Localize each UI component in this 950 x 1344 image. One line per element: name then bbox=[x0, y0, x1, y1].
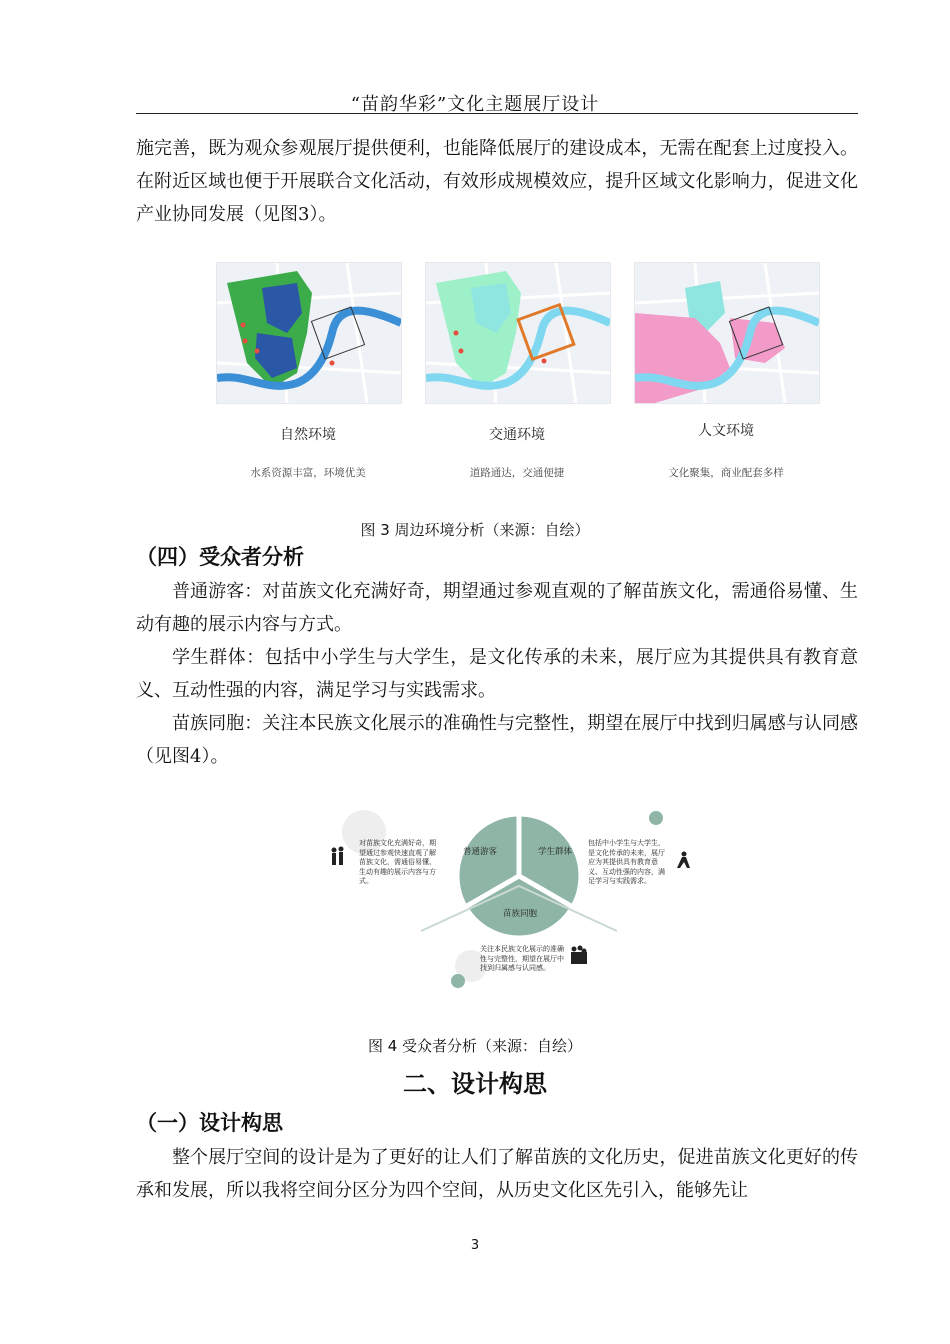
running-header-title: “苗韵华彩”文化主题展厅设计 bbox=[350, 94, 600, 115]
page-number: 3 bbox=[470, 1238, 480, 1253]
figure-3-caption: 图 3 周边环境分析（来源：自绘） bbox=[360, 521, 590, 539]
segment-label-tourist: 普通游客 bbox=[463, 847, 498, 857]
segment-label-student: 学生群体 bbox=[538, 847, 573, 857]
body-paragraph-miao: 苗族同胞：关注本民族文化展示的准确性与完整性，期望在展厅中找到归属感与认同感（见图4）。 bbox=[136, 713, 858, 767]
map-cultural-environment bbox=[634, 262, 820, 404]
map-desc-traffic: 道路通达，交通便捷 bbox=[469, 467, 565, 479]
map-desc-natural: 水系资源丰富，环境优美 bbox=[250, 467, 366, 479]
map-title-traffic: 交通环境 bbox=[489, 427, 545, 443]
figure-4-caption: 图 4 受众者分析（来源：自绘） bbox=[367, 1037, 583, 1055]
note-student: 包括中小学生与大学生，是文化传承的未来，展厅应为其提供具有教育意义、互动性强的内容，满足学习与实践需求。 bbox=[588, 839, 665, 885]
note-tourist: 对苗族文化充满好奇，期望通过参观快速直观了解苗族文化，需通俗易懂、生动有趣的展示内容与方式。 bbox=[359, 839, 436, 885]
map-natural-environment bbox=[216, 262, 402, 404]
body-paragraph-design: 整个展厅空间的设计是为了更好的让人们了解苗族的文化历史，促进苗族文化更好的传承和发展，所以我将空间分区分为四个空间，从历史文化区先引入，能够先让 bbox=[136, 1147, 858, 1201]
note-miao: 关注本民族文化展示的准确性与完整性，期望在展厅中找到归属感与认同感。 bbox=[480, 945, 564, 972]
header-rule bbox=[136, 113, 858, 114]
section-heading-audience: （四）受众者分析 bbox=[136, 545, 304, 569]
map-title-natural: 自然环境 bbox=[280, 427, 336, 443]
map-desc-cultural: 文化聚集，商业配套多样 bbox=[668, 467, 784, 479]
body-paragraph-tourists: 普通游客：对苗族文化充满好奇，期望通过参观直观的了解苗族文化，需通俗易懂、生动有趣的展示内容与方式。 bbox=[136, 581, 858, 635]
body-paragraph-intro: 施完善，既为观众参观展厅提供便利，也能降低展厅的建设成本，无需在配套上过度投入。在附近区域也便于开展联合文化活动，有效形成规模效应，提升区域文化影响力，促进文化产业协同发展（见图3）。 bbox=[136, 138, 858, 225]
segment-label-miao: 苗族同胞 bbox=[503, 909, 538, 919]
section-heading-design-concept: （一）设计构思 bbox=[136, 1111, 283, 1135]
body-paragraph-students: 学生群体：包括中小学生与大学生，是文化传承的未来，展厅应为其提供具有教育意义、互动性强的内容，满足学习与实践需求。 bbox=[136, 647, 858, 701]
figure-3 bbox=[216, 262, 818, 482]
map-traffic-environment bbox=[425, 262, 611, 404]
chapter-heading-design-concept: 二、设计构思 bbox=[403, 1070, 547, 1098]
map-title-cultural: 人文环境 bbox=[698, 423, 754, 439]
figure-4 bbox=[326, 806, 706, 996]
